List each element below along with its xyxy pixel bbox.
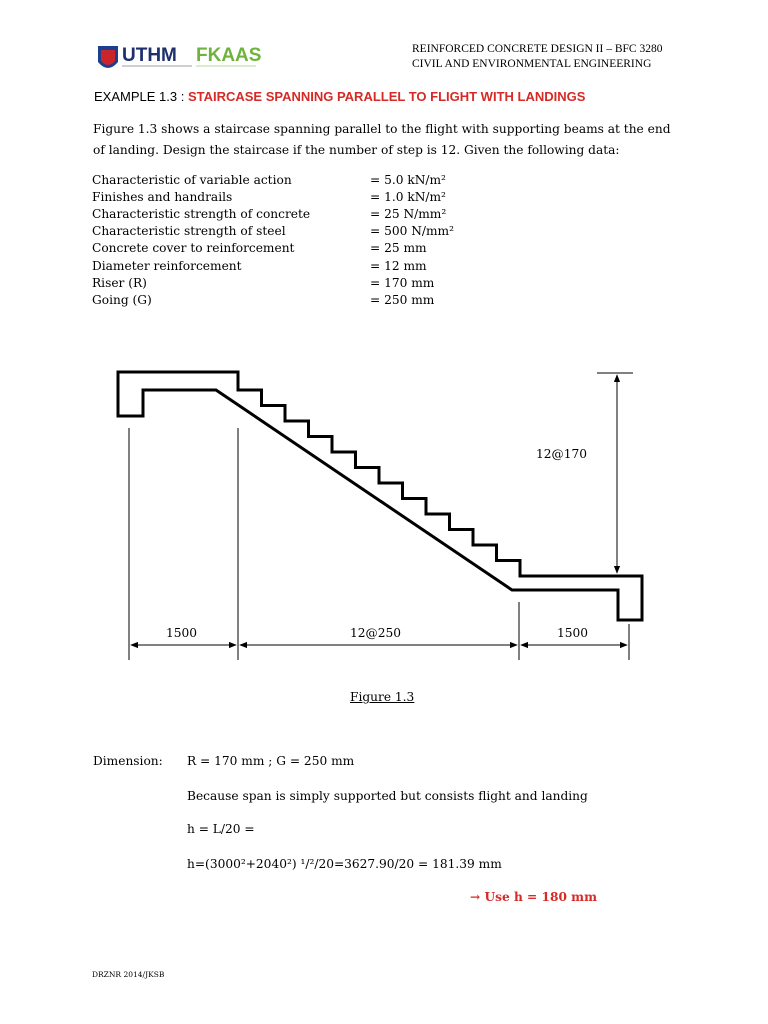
dim-label-mid: 12@250 xyxy=(350,626,401,640)
because-text: Because span is simply supported but consists flight and landing xyxy=(187,789,588,803)
staircase-outline xyxy=(118,372,642,620)
given-label: Characteristic strength of steel xyxy=(92,224,286,239)
intro-paragraph: Figure 1.3 shows a staircase spanning parallel to the flight with supporting beams at the end of landing. Design the staircase if the number of step is 12. Given the following data: xyxy=(93,122,671,157)
logo-fkaas: FKAAS xyxy=(196,45,262,66)
course-line: REINFORCED CONCRETE DESIGN II – BFC 3280 xyxy=(412,43,663,55)
logo-uthm: UTHM xyxy=(122,45,177,66)
given-value: = 12 mm xyxy=(370,258,427,273)
given-value: = 250 mm xyxy=(370,292,435,307)
example-subtitle: STAIRCASE SPANNING PARALLEL TO FLIGHT WITH LANDINGS xyxy=(187,89,586,104)
dimension-label: Dimension: xyxy=(93,754,163,768)
given-value: = 500 N/mm² xyxy=(370,224,454,239)
dim-label-height: 12@170 xyxy=(536,447,587,461)
figure-caption: Figure 1.3 xyxy=(350,690,415,704)
given-value: = 1.0 kN/m² xyxy=(370,189,446,204)
example-title xyxy=(94,89,585,104)
given-value: = 5.0 kN/m² xyxy=(370,172,446,187)
given-value: = 25 N/mm² xyxy=(370,206,447,221)
given-row xyxy=(92,274,454,291)
given-row xyxy=(92,188,454,205)
dim-label-right: 1500 xyxy=(557,626,589,640)
faculty-line: CIVIL AND ENVIRONMENTAL ENGINEERING xyxy=(412,58,652,70)
staircase-drawing xyxy=(0,355,768,665)
given-label: Characteristic strength of concrete xyxy=(92,206,311,221)
given-label: Riser (R) xyxy=(92,275,147,290)
given-row xyxy=(92,171,454,188)
given-row xyxy=(92,240,454,257)
given-label: Diameter reinforcement xyxy=(92,258,242,273)
header-course-info xyxy=(412,42,712,72)
given-value: = 25 mm xyxy=(370,241,427,256)
given-label: Concrete cover to reinforcement xyxy=(92,241,295,256)
given-value: = 170 mm xyxy=(370,275,435,290)
h-equation: h = L/20 = xyxy=(187,822,255,836)
staircase-figure xyxy=(0,355,768,665)
given-data-table xyxy=(92,171,454,309)
footer-text: DRZNR 2014/JKSB xyxy=(92,970,165,979)
example-label: EXAMPLE 1.3 : xyxy=(94,89,188,104)
use-h-result: → Use h = 180 mm xyxy=(470,890,597,904)
given-row xyxy=(92,205,454,222)
given-label: Characteristic of variable action xyxy=(92,172,292,187)
given-row xyxy=(92,291,454,308)
dimension-text: R = 170 mm ; G = 250 mm xyxy=(187,754,355,768)
dim-label-left: 1500 xyxy=(166,626,198,640)
given-label: Going (G) xyxy=(92,292,152,307)
given-row xyxy=(92,223,454,240)
h-calculation: h=(3000²+2040²) ¹/²/20=3627.90/20 = 181.39 mm xyxy=(187,857,502,871)
given-label: Finishes and handrails xyxy=(92,189,233,204)
given-row xyxy=(92,257,454,274)
university-logo xyxy=(96,42,266,78)
